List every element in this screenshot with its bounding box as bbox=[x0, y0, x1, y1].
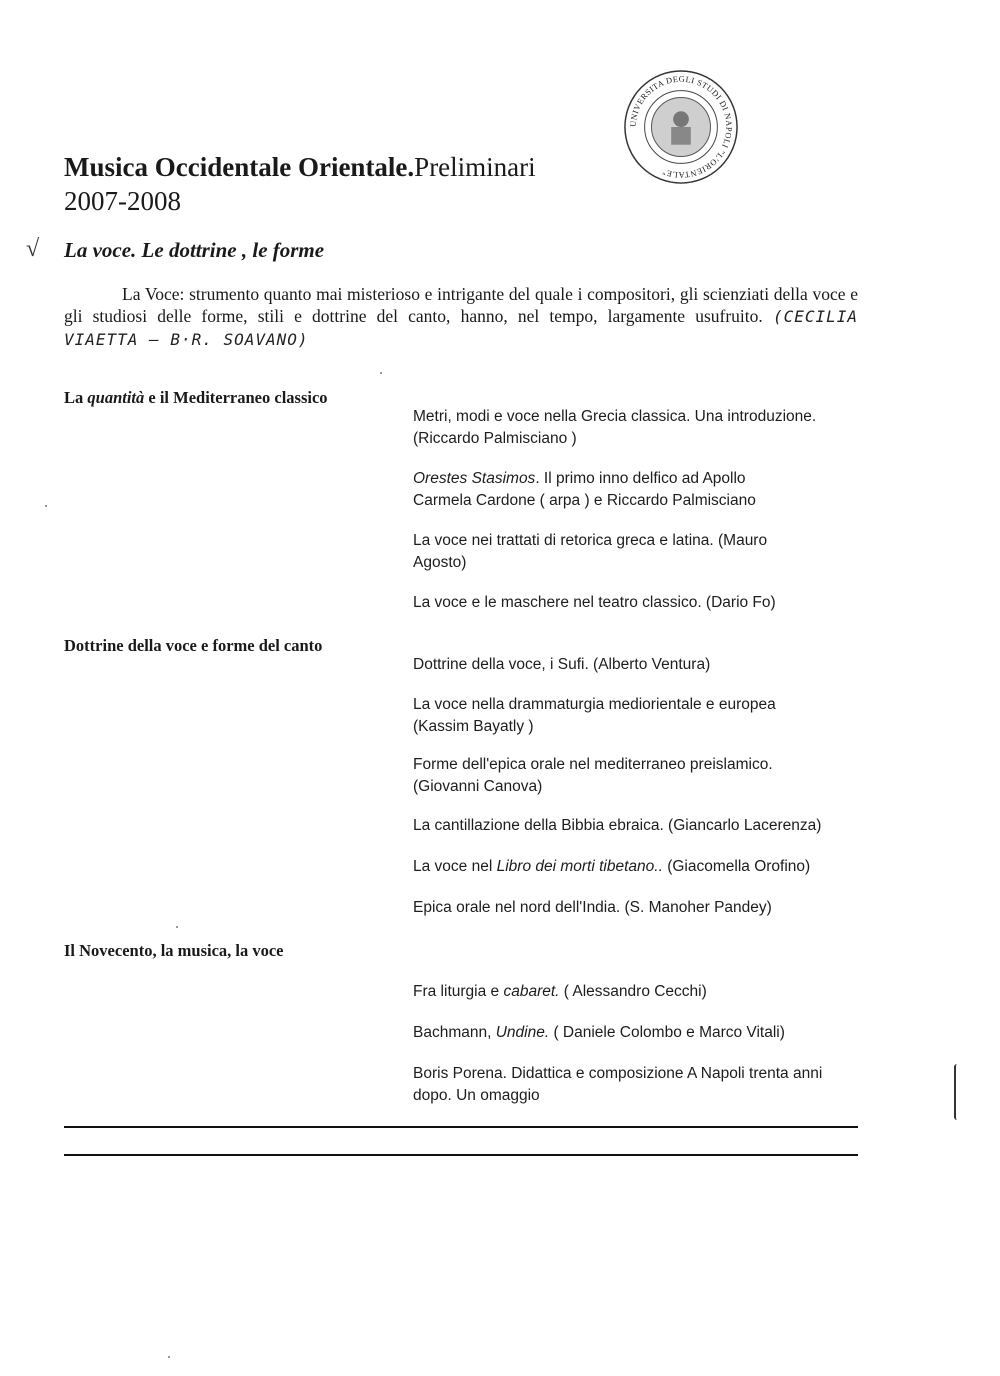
divider-rule bbox=[64, 1154, 858, 1156]
seal-text: UNIVERSITA DEGLI STUDI DI NAPOLI "L'ORIENTALE" bbox=[628, 74, 734, 180]
title-year: 2007-2008 bbox=[64, 186, 181, 216]
title-bold: Musica Occidentale Orientale. bbox=[64, 152, 415, 182]
page-title bbox=[64, 150, 536, 184]
list-item: Epica orale nel nord dell'India. (S. Manoher Pandey) bbox=[413, 899, 772, 916]
scan-speck bbox=[168, 1356, 170, 1358]
list-item: Fra liturgia e cabaret. ( Alessandro Cecchi) bbox=[413, 983, 707, 1000]
university-seal-icon bbox=[622, 68, 740, 186]
scan-speck bbox=[176, 926, 178, 928]
list-item: La voce nei trattati di retorica greca e latina. (Mauro Agosto) bbox=[413, 532, 768, 571]
scan-speck bbox=[45, 505, 47, 507]
scan-edge-mark bbox=[954, 1064, 960, 1120]
list-item: Dottrine della voce, i Sufi. (Alberto Ventura) bbox=[413, 656, 711, 673]
intro-paragraph bbox=[64, 283, 858, 351]
divider-rule bbox=[64, 1126, 858, 1128]
scan-speck bbox=[380, 372, 382, 374]
list-item: Orestes Stasimos. Il primo inno delfico ad Apollo Carmela Cardone ( arpa ) e Riccardo Palmisciano bbox=[413, 470, 756, 509]
list-item: La cantillazione della Bibbia ebraica. (Giancarlo Lacerenza) bbox=[413, 817, 822, 834]
section-heading-2: Dottrine della voce e forme del canto bbox=[64, 636, 323, 655]
list-item: La voce nella drammaturgia mediorientale e europea (Kassim Bayatly ) bbox=[413, 696, 776, 735]
list-item: La voce e le maschere nel teatro classico. (Dario Fo) bbox=[413, 594, 776, 611]
list-item: Metri, modi e voce nella Grecia classica. Una introduzione. (Riccardo Palmisciano ) bbox=[413, 408, 817, 447]
list-item: Bachmann, Undine. ( Daniele Colombo e Marco Vitali) bbox=[413, 1024, 785, 1041]
list-item: La voce nel Libro dei morti tibetano.. (Giacomella Orofino) bbox=[413, 858, 811, 875]
section-heading-3: Il Novecento, la musica, la voce bbox=[64, 941, 284, 960]
page-subtitle: La voce. Le dottrine , le forme bbox=[64, 238, 325, 262]
handwritten-note: (CECILIA VIAETTA – B·R. SOAVANO) bbox=[64, 307, 859, 349]
check-mark: √ bbox=[26, 236, 40, 262]
title-rest: Preliminari bbox=[414, 152, 536, 182]
list-item: Forme dell'epica orale nel mediterraneo preislamico. (Giovanni Canova) bbox=[413, 756, 773, 795]
list-item: Boris Porena. Didattica e composizione A Napoli trenta anni dopo. Un omaggio bbox=[413, 1065, 823, 1104]
intro-text: La Voce: strumento quanto mai misterioso e intrigante del quale i compositori, gli scienziati della voce e gli studiosi delle forme, stili e dottrine del canto, hanno, nel tempo, largamente usufruito. bbox=[64, 284, 858, 326]
section-heading-1: La quantità e il Mediterraneo classico bbox=[64, 388, 328, 407]
